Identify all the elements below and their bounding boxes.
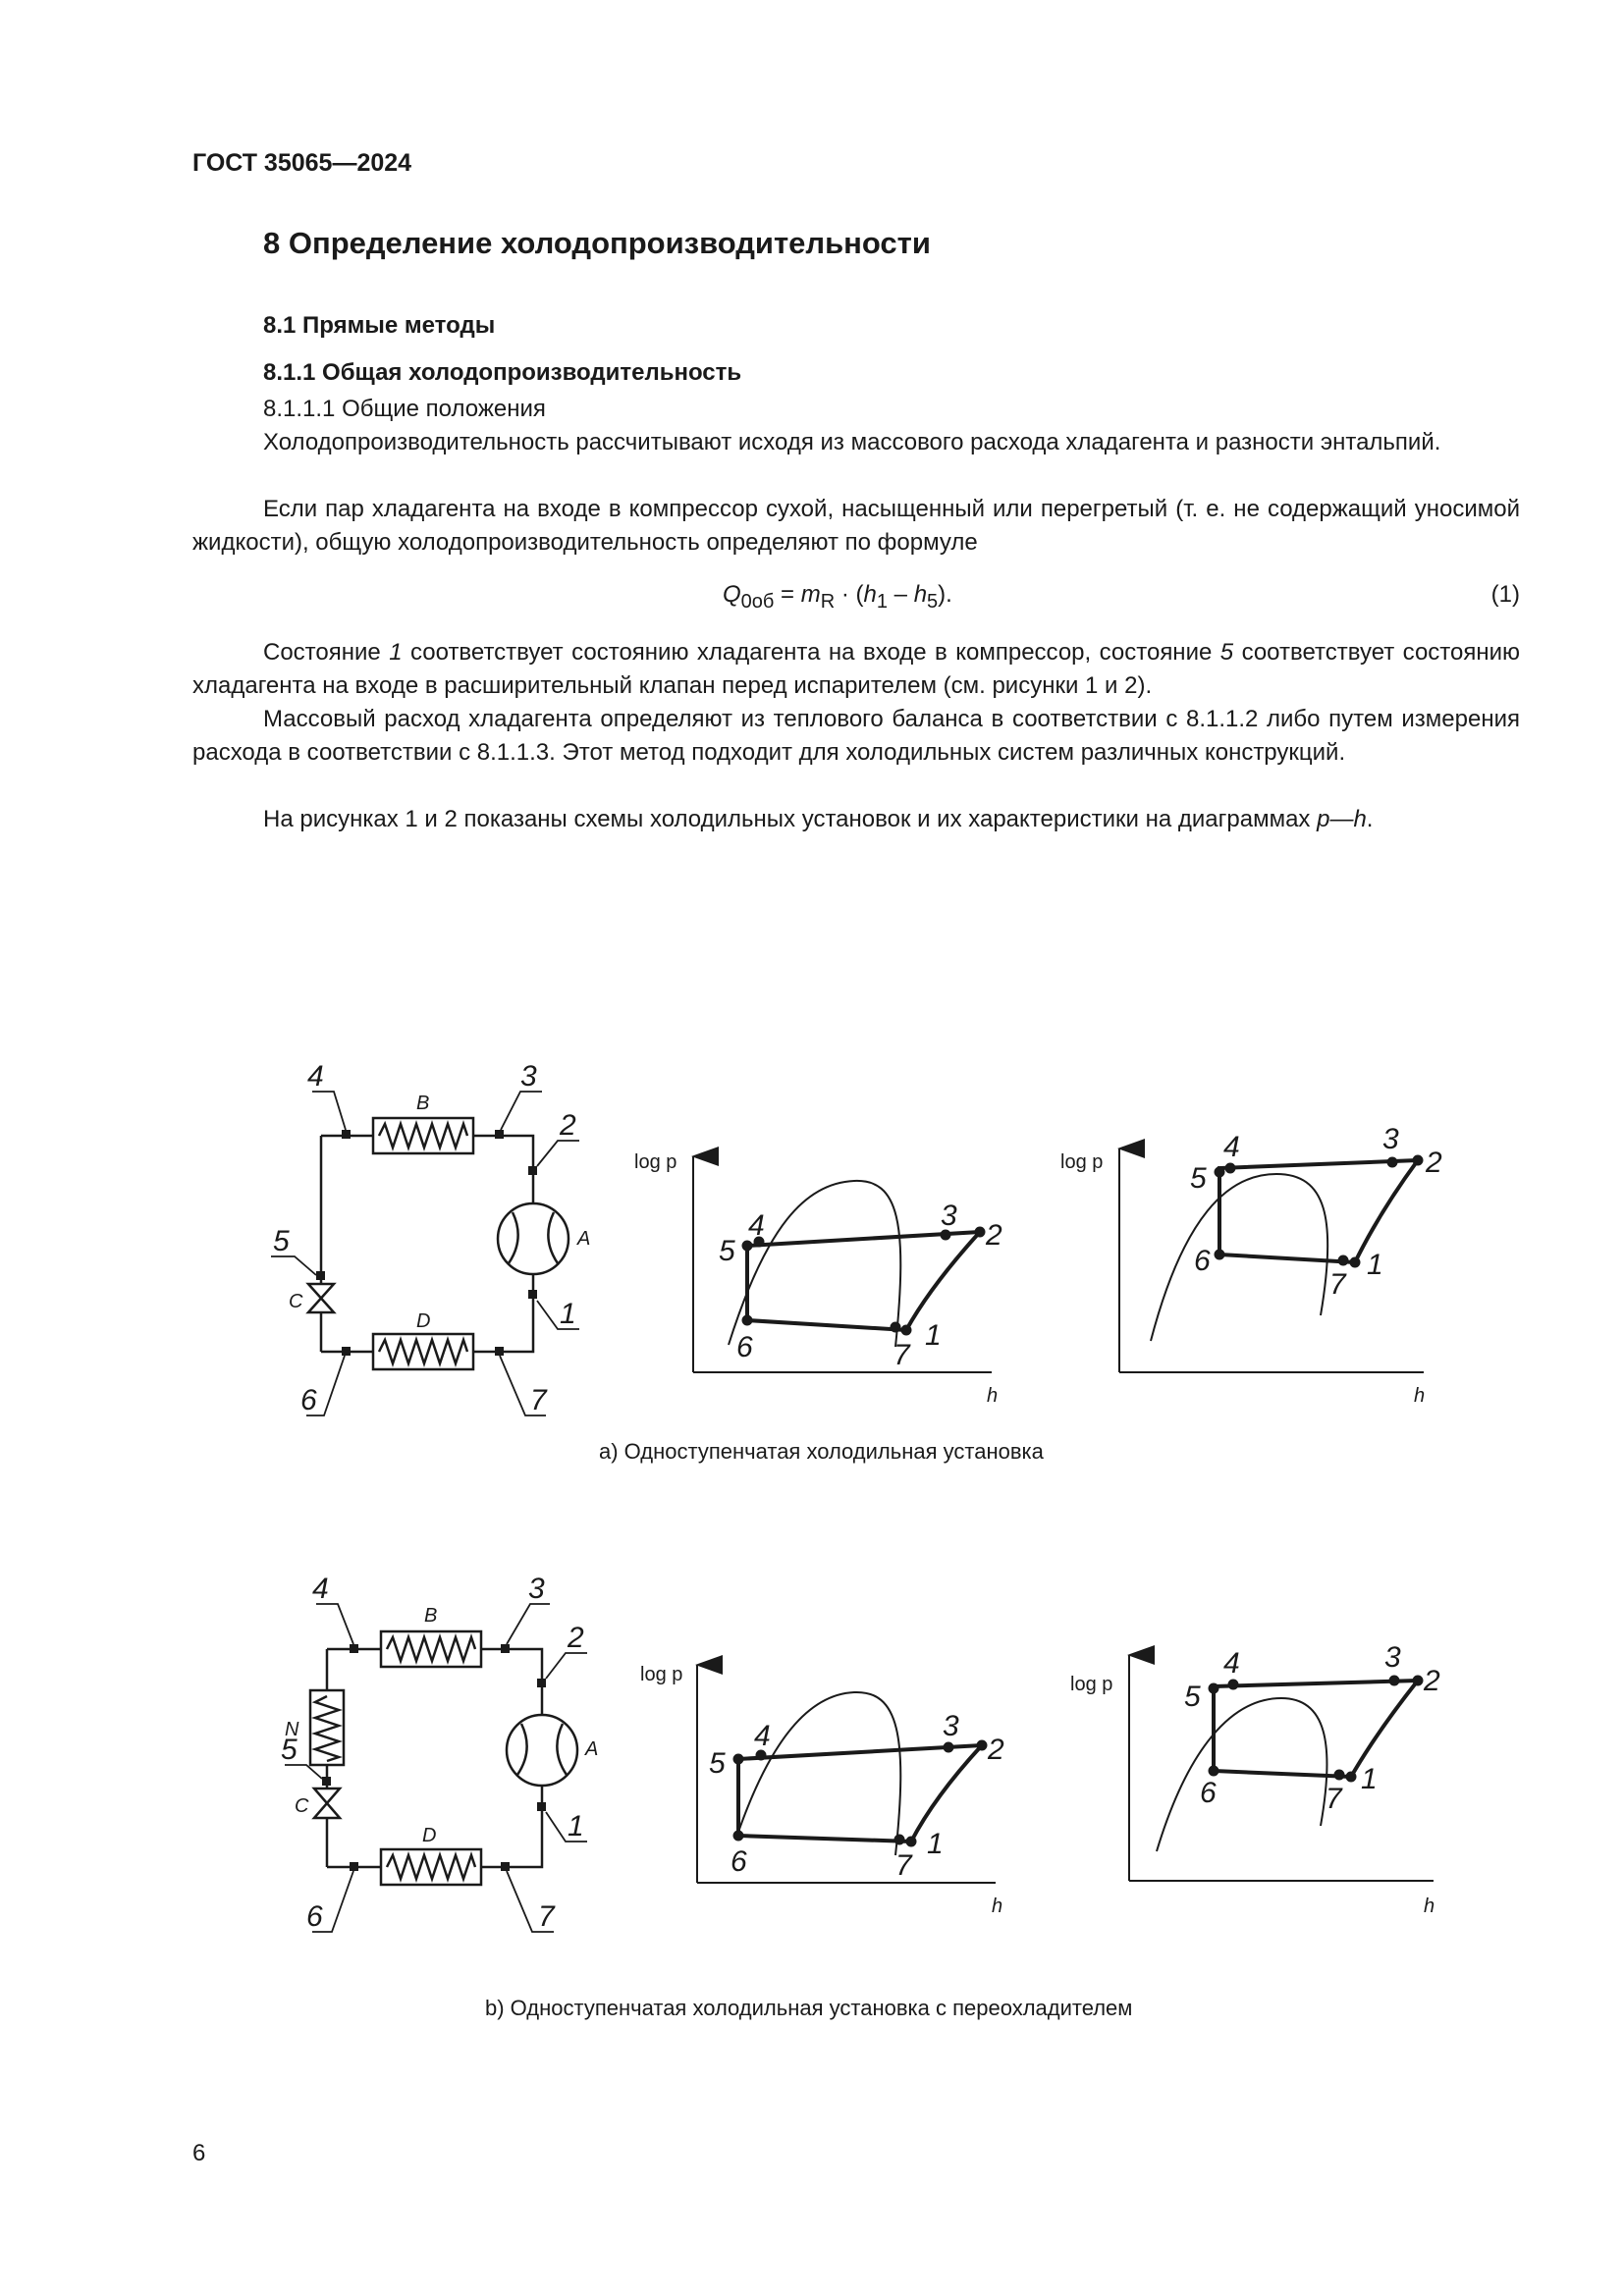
fig-a-label-7: 7 xyxy=(530,1384,547,1416)
formula-m-sub: R xyxy=(820,590,836,613)
fig-a-label-5: 5 xyxy=(273,1225,290,1257)
p3-text-a: Состояние xyxy=(263,639,390,666)
p5-text-a: На рисунках 1 и 2 показаны схемы холодильных установок и их характеристики на диаграммах xyxy=(263,806,1318,832)
p3-text-b: соответствует состоянию хладагента на входе в компрессор, состояние xyxy=(402,639,1220,666)
fig-b-d1-axis-x: h xyxy=(992,1896,1003,1917)
fig-a-d2-pt-2: 2 xyxy=(1426,1147,1442,1179)
p3-text-c: соответствует состоянию хладагента на входе в расширительный клапан перед испарителем (см. рисунки 1 и 2). xyxy=(192,639,1521,699)
fig-b-d1-pt-6: 6 xyxy=(731,1845,747,1878)
fig-b-comp-n: N xyxy=(285,1719,299,1740)
fig-b-d2-pt-4: 4 xyxy=(1223,1647,1240,1680)
figure-a-caption: a) Одноступенчатая холодильная установка xyxy=(599,1439,1044,1464)
fig-b-label-4: 4 xyxy=(312,1573,329,1605)
fig-a-comp-c: C xyxy=(289,1291,303,1312)
fig-b-comp-a: A xyxy=(585,1738,599,1760)
fig-a-d2-pt-4: 4 xyxy=(1223,1131,1240,1163)
fig-a-label-2: 2 xyxy=(560,1109,576,1142)
fig-b-label-1: 1 xyxy=(568,1810,584,1842)
fig-b-d1-pt-7: 7 xyxy=(895,1849,912,1882)
clause-title: 8.1.1.1 Общие положения xyxy=(263,396,546,422)
fig-a-d2-pt-5: 5 xyxy=(1190,1162,1207,1195)
fig-b-d2-pt-5: 5 xyxy=(1184,1681,1201,1713)
formula-number: (1) xyxy=(1490,581,1520,608)
figure-b-schematic xyxy=(285,1604,587,1932)
fig-b-comp-d: D xyxy=(422,1825,437,1846)
p3-italic-1: 1 xyxy=(389,639,403,666)
fig-a-comp-a: A xyxy=(577,1228,591,1250)
fig-a-d2-axis-x: h xyxy=(1414,1385,1426,1407)
fig-b-d2-pt-2: 2 xyxy=(1424,1665,1440,1697)
formula-h5-sub: 5 xyxy=(927,590,939,613)
fig-b-label-2: 2 xyxy=(568,1622,584,1654)
fig-b-label-7: 7 xyxy=(538,1900,555,1933)
fig-b-d1-pt-3: 3 xyxy=(943,1710,959,1742)
formula-h1: h xyxy=(863,581,877,608)
fig-a-d2-pt-6: 6 xyxy=(1194,1245,1211,1277)
formula-eq: = xyxy=(774,581,801,608)
fig-a-d1-pt-4: 4 xyxy=(748,1209,765,1242)
fig-a-comp-b: B xyxy=(416,1093,430,1114)
subsection-title: 8.1 Прямые методы xyxy=(263,312,496,339)
figure-b-ph-diagram-2 xyxy=(1129,1655,1434,1881)
fig-a-label-6: 6 xyxy=(300,1384,317,1416)
p5-italic-ph: p—h xyxy=(1317,806,1367,832)
page-number: 6 xyxy=(192,2140,206,2166)
fig-a-d1-pt-1: 1 xyxy=(925,1319,942,1352)
fig-b-d2-pt-6: 6 xyxy=(1200,1777,1217,1809)
fig-b-d1-axis-y: log p xyxy=(640,1664,683,1685)
fig-b-comp-c: C xyxy=(295,1795,309,1817)
fig-b-label-6: 6 xyxy=(306,1900,323,1933)
fig-b-d2-axis-y: log p xyxy=(1070,1674,1113,1695)
fig-a-label-4: 4 xyxy=(307,1060,324,1093)
fig-a-d2-pt-7: 7 xyxy=(1329,1268,1346,1301)
fig-b-label-3: 3 xyxy=(528,1573,545,1605)
formula-q: Q xyxy=(723,581,741,608)
fig-a-d1-pt-7: 7 xyxy=(893,1339,910,1371)
fig-a-comp-d: D xyxy=(416,1310,431,1332)
fig-a-label-1: 1 xyxy=(560,1298,576,1330)
formula-dot: · ( xyxy=(835,581,864,608)
section-title: 8 Определение холодопроизводительности xyxy=(263,226,931,260)
figure-a-ph-diagram-1-labels xyxy=(634,1151,1002,1407)
fig-a-d1-pt-2: 2 xyxy=(986,1219,1002,1252)
formula-h5: h xyxy=(913,581,928,608)
p3-italic-5: 5 xyxy=(1219,639,1234,666)
fig-a-d2-pt-1: 1 xyxy=(1367,1249,1383,1281)
paragraph-1: Холодопроизводительность рассчитывают исходя из массового расхода хладагента и разности энтальпий. xyxy=(263,429,1441,455)
fig-a-d1-axis-x: h xyxy=(987,1385,999,1407)
formula-close: ). xyxy=(938,581,952,608)
fig-a-d2-pt-3: 3 xyxy=(1382,1123,1399,1155)
paragraph-4: Массовый расход хладагента определяют из теплового баланса в соответствии с 8.1.1.2 либо путем измерения расхода в соответствии с 8.1.1.3. Этот метод подходит для холодильных систем различных конструкций. xyxy=(192,706,1520,766)
fig-b-d1-pt-2: 2 xyxy=(988,1734,1004,1766)
formula-h1-sub: 1 xyxy=(876,590,888,613)
subsubsection-title: 8.1.1 Общая холодопроизводительность xyxy=(263,359,742,386)
fig-a-d1-pt-5: 5 xyxy=(719,1235,735,1267)
fig-b-d2-pt-3: 3 xyxy=(1384,1641,1401,1674)
fig-b-d1-pt-4: 4 xyxy=(754,1720,771,1752)
p5-text-b: . xyxy=(1366,806,1374,832)
fig-b-d2-pt-7: 7 xyxy=(1326,1783,1342,1815)
fig-a-label-3: 3 xyxy=(520,1060,537,1093)
formula-minus: – xyxy=(888,581,914,608)
fig-b-d2-axis-x: h xyxy=(1424,1896,1435,1917)
figure-b-caption: b) Одноступенчатая холодильная установка с переохладителем xyxy=(485,1996,1133,2020)
fig-b-label-5: 5 xyxy=(281,1734,298,1766)
fig-b-comp-b: B xyxy=(424,1605,438,1627)
fig-b-d1-pt-5: 5 xyxy=(709,1747,726,1780)
document-header: ГОСТ 35065—2024 xyxy=(192,149,412,177)
paragraph-2: Если пар хладагента на входе в компрессор сухой, насыщенный или перегретый (т. е. не содержащий уносимой жидкости), общую холодопроизводительность определяют по формуле xyxy=(192,496,1520,556)
fig-a-d2-axis-y: log p xyxy=(1060,1151,1104,1173)
fig-a-d1-axis-y: log p xyxy=(634,1151,677,1173)
fig-a-d1-pt-6: 6 xyxy=(736,1331,753,1363)
formula-m: m xyxy=(800,581,821,608)
figure-a-schematic xyxy=(271,1092,579,1415)
formula-q-sub: 0об xyxy=(740,590,775,613)
fig-b-d2-pt-1: 1 xyxy=(1361,1763,1378,1795)
fig-a-d1-pt-3: 3 xyxy=(941,1200,957,1232)
fig-b-d1-pt-1: 1 xyxy=(927,1828,944,1860)
